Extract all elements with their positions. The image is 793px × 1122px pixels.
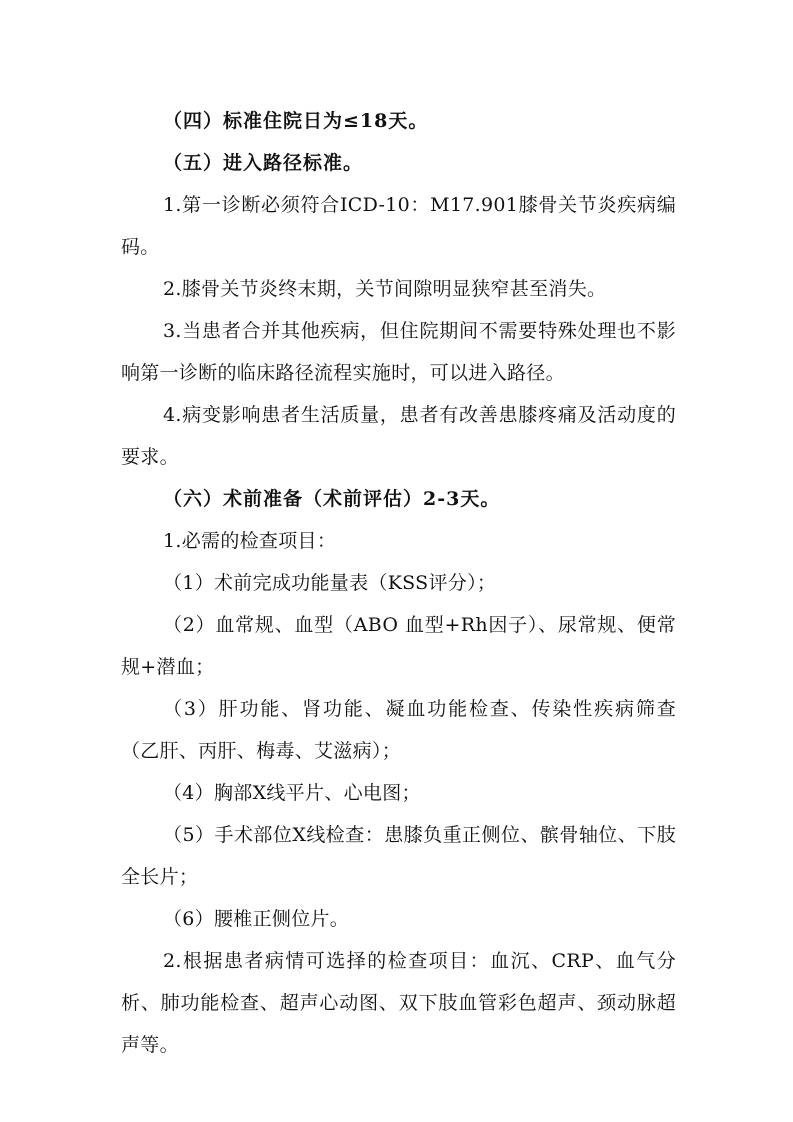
section-heading-entry-criteria: （五）进入路径标准。 <box>163 152 364 174</box>
list-item-required-test-3: （3）肝功能、肾功能、凝血功能检查、传染性疾病筛查（乙肝、丙肝、梅毒、艾滋病）； <box>121 698 676 762</box>
document-body <box>121 100 676 1066</box>
paragraph-criterion-4: 4.病变影响患者生活质量，患者有改善患膝疼痛及活动度的要求。 <box>121 404 676 468</box>
list-item-required-test-2: （2）血常规、血型（ABO 血型+Rh因子）、尿常规、便常规+潜血； <box>121 614 676 678</box>
list-item-required-test-6: （6）腰椎正侧位片。 <box>163 908 350 930</box>
paragraph-required-tests-title: 1.必需的检查项目： <box>163 530 337 552</box>
paragraph-criterion-1: 1.第一诊断必须符合ICD-10：M17.901膝骨关节炎疾病编码。 <box>121 194 676 258</box>
paragraph-optional-tests: 2.根据患者病情可选择的检查项目：血沉、CRP、血气分析、肺功能检查、超声心动图、双下肢血管彩色超声、颈动脉超声等。 <box>121 950 676 1056</box>
list-item-required-test-1: （1）术前完成功能量表（KSS评分）； <box>163 572 497 594</box>
section-heading-preoperative-preparation: （六）术前准备（术前评估）2-3天。 <box>163 488 501 510</box>
paragraph-criterion-3: 3.当患者合并其他疾病，但住院期间不需要特殊处理也不影响第一诊断的临床路径流程实施时，可以进入路径。 <box>121 320 676 384</box>
list-item-required-test-5: （5）手术部位X线检查：患膝负重正侧位、髌骨轴位、下肢全长片； <box>121 824 676 888</box>
list-item-required-test-4: （4）胸部X线平片、心电图； <box>163 782 421 804</box>
paragraph-criterion-2: 2.膝骨关节炎终末期，关节间隙明显狭窄甚至消失。 <box>163 278 607 300</box>
section-heading-standard-stay: （四）标准住院日为≤18天。 <box>163 110 429 132</box>
